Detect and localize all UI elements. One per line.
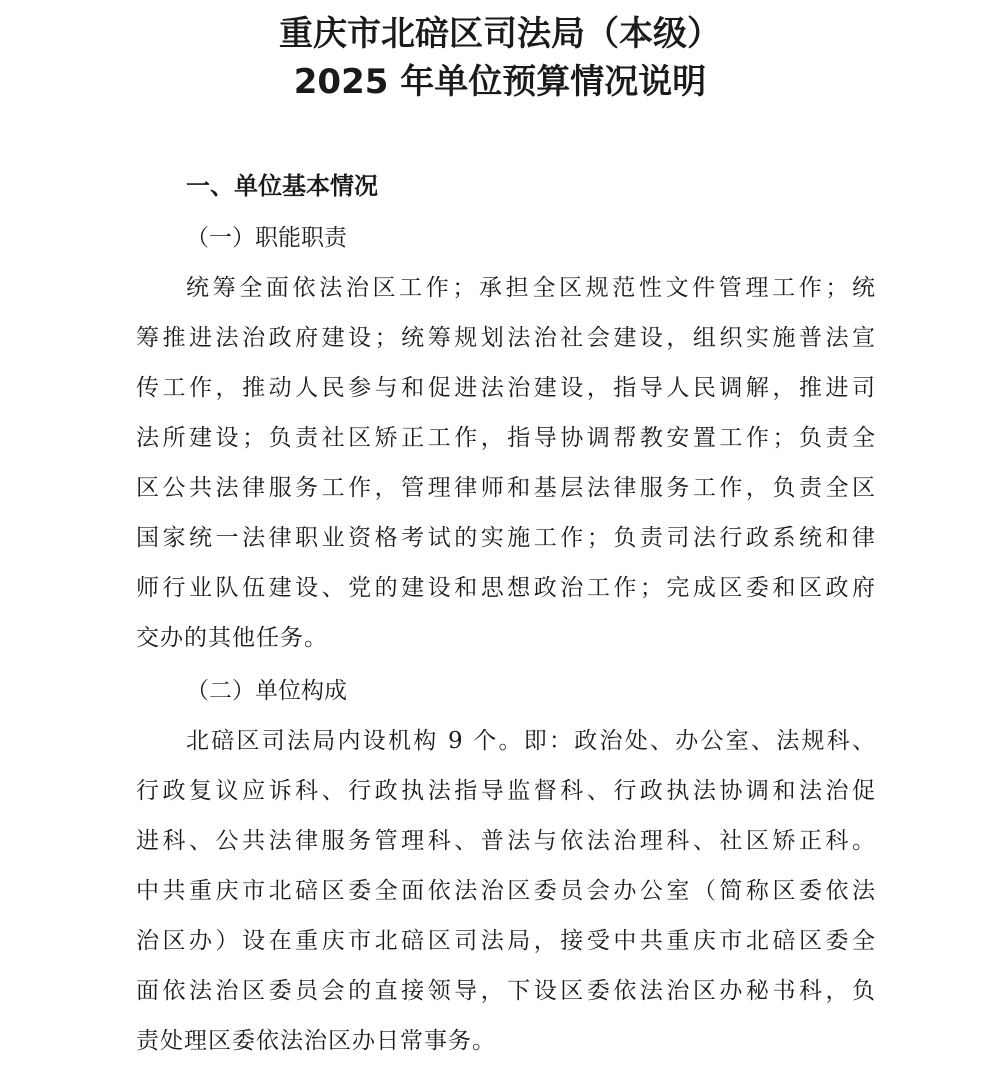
paragraph-line: 区公共法律服务工作，管理律师和基层法律服务工作，负责全区 — [136, 475, 876, 501]
paragraph-line: 统筹全面依法治区工作；承担全区规范性文件管理工作；统 — [186, 275, 876, 301]
paragraph-line: 交办的其他任务。 — [136, 625, 328, 651]
paragraph-line: 传工作，推动人民参与和促进法治建设，指导人民调解，推进司 — [136, 375, 876, 401]
subsection-heading-functions: （一）职能职责 — [186, 225, 347, 251]
document-title-line-1: 重庆市北碚区司法局（本级） — [279, 14, 721, 54]
paragraph-line: 行政复议应诉科、行政执法指导监督科、行政执法协调和法治促 — [136, 778, 876, 804]
paragraph-line: 国家统一法律职业资格考试的实施工作；负责司法行政系统和律 — [136, 525, 876, 551]
paragraph-line: 进科、公共法律服务管理科、普法与依法治理科、社区矫正科。 — [136, 828, 876, 854]
subsection-heading-composition: （二）单位构成 — [186, 678, 347, 704]
paragraph-line: 北碚区司法局内设机构 9 个。即：政治处、办公室、法规科、 — [186, 728, 876, 754]
paragraph-line: 中共重庆市北碚区委全面依法治区委员会办公室（简称区委依法 — [136, 878, 876, 904]
paragraph-line: 责处理区委依法治区办日常事务。 — [136, 1028, 496, 1054]
paragraph-line: 师行业队伍建设、党的建设和思想政治工作；完成区委和区政府 — [136, 575, 876, 601]
section-heading-basic-info: 一、单位基本情况 — [186, 172, 378, 200]
paragraph-line: 法所建设；负责社区矫正工作，指导协调帮教安置工作；负责全 — [136, 425, 876, 451]
document-title-line-2: 2025 年单位预算情况说明 — [293, 62, 707, 102]
paragraph-line: 治区办）设在重庆市北碚区司法局，接受中共重庆市北碚区委全 — [136, 928, 876, 954]
paragraph-line: 筹推进法治政府建设；统筹规划法治社会建设，组织实施普法宣 — [136, 325, 876, 351]
paragraph-line: 面依法治区委员会的直接领导，下设区委依法治区办秘书科，负 — [136, 978, 876, 1004]
